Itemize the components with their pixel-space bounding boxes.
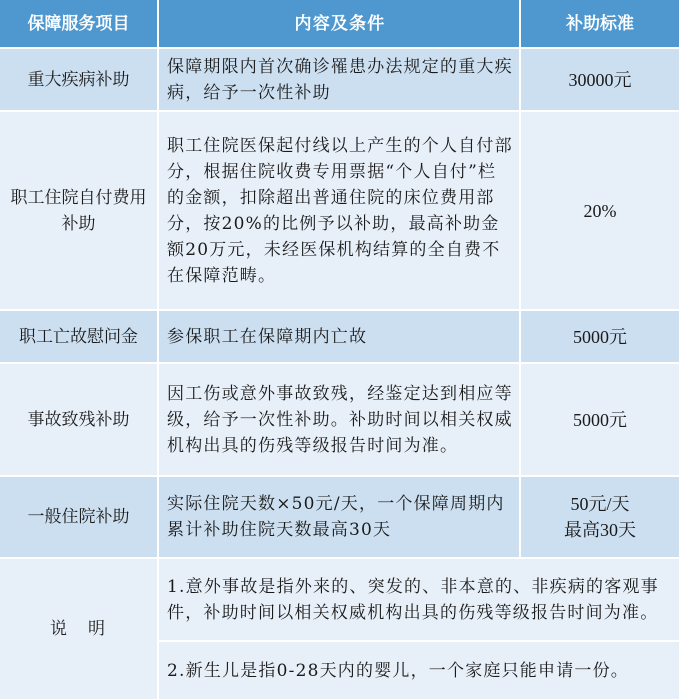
- row-content: 参保职工在保障期内亡故: [159, 311, 519, 362]
- row-item: 事故致残补助: [0, 364, 157, 475]
- table-row: [0, 364, 679, 475]
- table-header: [0, 0, 679, 47]
- row-standard: 30000元: [521, 49, 679, 110]
- table-row: [0, 477, 679, 557]
- row-item: 重大疾病补助: [0, 49, 157, 110]
- row-content: 实际住院天数×50元/天，一个保障周期内累计补助住院天数最高30天: [159, 477, 519, 557]
- row-content: 职工住院医保起付线以上产生的个人自付部分，根据住院收费专用票据“个人自付”栏的金额，扣除超出普通住院的床位费用部分，按20%的比例予以补助，最高补助金额20万元，未经医保机构结算的全自费不在保障范畴。: [159, 112, 519, 309]
- row-item: 职工住院自付费用补助: [0, 112, 157, 309]
- table-row: [0, 311, 679, 362]
- standard-line: 最高30天: [564, 520, 636, 540]
- notes-row: [0, 559, 679, 699]
- table-row: [0, 49, 679, 110]
- note-2: 2.新生儿是指0-28天内的婴儿，一个家庭只能申请一份。: [159, 642, 679, 699]
- header-item: 保障服务项目: [0, 0, 157, 47]
- notes-divider: [159, 640, 679, 642]
- row-standard: 5000元: [521, 311, 679, 362]
- header-standard: 补助标准: [521, 0, 679, 47]
- row-standard: 5000元: [521, 364, 679, 475]
- row-content: 因工伤或意外事故致残，经鉴定达到相应等级，给予一次性补助。补助时间以相关权威机构出具的伤残等级报告时间为准。: [159, 364, 519, 475]
- row-content: 保障期限内首次确诊罹患办法规定的重大疾病，给予一次性补助: [159, 49, 519, 110]
- row-standard: 20%: [521, 112, 679, 309]
- note-1: 1.意外事故是指外来的、突发的、非本意的、非疾病的客观事件，补助时间以相关权威机构出具的伤残等级报告时间为准。: [159, 559, 679, 640]
- notes-label: 说 明: [0, 559, 157, 699]
- row-item: 职工亡故慰问金: [0, 311, 157, 362]
- row-standard: [521, 477, 679, 557]
- standard-line: 50元/天: [570, 494, 630, 514]
- row-item: 一般住院补助: [0, 477, 157, 557]
- table-row: [0, 112, 679, 309]
- header-content: 内容及条件: [159, 0, 519, 47]
